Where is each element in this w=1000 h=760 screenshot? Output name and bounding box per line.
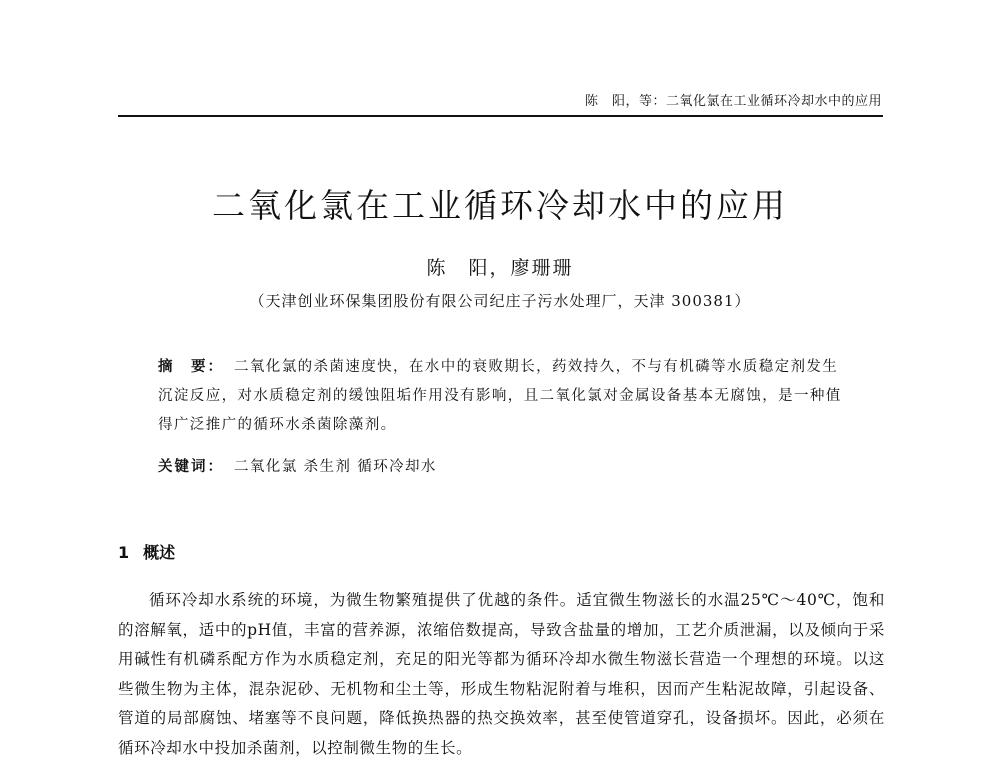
affiliation: （天津创业环保集团股份有限公司纪庄子污水处理厂，天津 300381） — [249, 292, 751, 310]
keywords-text: 二氧化氯 杀生剂 循环冷却水 — [234, 459, 437, 475]
keywords — [158, 455, 437, 476]
paper-title: 二氧化氯在工业循环冷却水中的应用 — [212, 186, 788, 225]
abstract-label: 摘 要： — [158, 358, 224, 375]
header-rule — [118, 115, 883, 117]
authors: 陈 阳，廖珊珊 — [426, 257, 574, 279]
running-header: 陈 阳，等：二氧化氯在工业循环冷却水中的应用 — [584, 94, 882, 109]
keywords-label: 关键词： — [158, 458, 224, 475]
body-paragraph: 循环冷却水系统的环境，为微生物繁殖提供了优越的条件。适宜微生物滋长的水温25℃～40℃，饱和的溶解氧，适中的pH值，丰富的营养源，浓缩倍数提高，导致含盐量的增加，工艺介质泄漏，以及倾向于采用碱性有机磷系配方作为水质稳定剂，充足的阳光等都为循环冷却水微生物滋长营造一个理想的环境。以这些微生物为主体，混杂泥砂、无机物和尘土等，形成生物粘泥附着与堆积，因而产生粘泥故障，引起设备、管道的局部腐蚀、堵塞等不良问题，降低换热器的热交换效率，甚至使管道穿孔，设备损坏。因此，必须在循环冷却水中投加杀菌剂，以控制微生物的生长。 — [118, 591, 885, 757]
abstract-text: 二氧化氯的杀菌速度快，在水中的衰败期长，药效持久，不与有机磷等水质稳定剂发生沉淀反应，对水质稳定剂的缓蚀阻垢作用没有影响，且二氧化氯对金属设备基本无腐蚀，是一种值得广泛推广的循环水杀菌除藻剂。 — [158, 359, 842, 433]
abstract — [158, 352, 848, 440]
section-title: 概述 — [143, 543, 176, 562]
section-number: 1 — [118, 543, 130, 562]
section-heading — [118, 540, 175, 563]
